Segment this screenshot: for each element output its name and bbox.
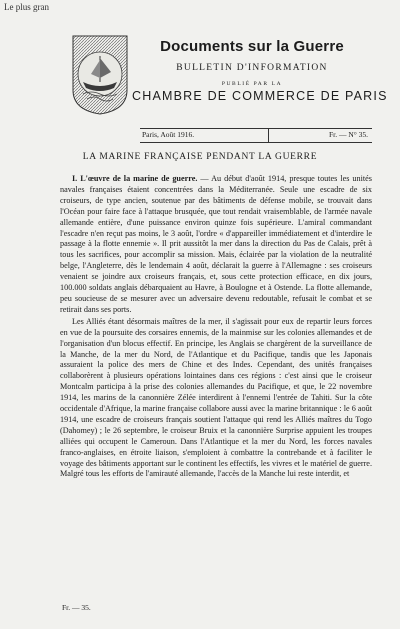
corner-watermark-text: Le plus gran xyxy=(4,2,49,12)
publication-subtitle: BULLETIN D'INFORMATION xyxy=(176,63,328,73)
place-date: Paris, Août 1916. xyxy=(142,130,195,139)
issue-number: Fr. — N° 35. xyxy=(328,130,368,139)
info-divider xyxy=(268,129,269,142)
issue-info-bar xyxy=(140,128,372,143)
article-body xyxy=(60,174,372,480)
paragraph-1-text: — Au début d'août 1914, presque toutes les unités navales françaises étaient concentrées dans la Méditerranée. Seule une escadre de six croiseurs, de type ancien, soutenue par des bâtiments de défense mobile, se trouvait dans l'Océan pour faire face à l'attaque brusquée, que tout rendait vraisemblable, de l'armée navale allemande entière, d'une puissance environ quinze fois supérieure. L'amiral commandant l'escadre n'en reçut pas moins, le 3 août, l'ordre « d'appareiller immédiatement et d'interdire le passage à la flotte ennemie ». Il prit aussitôt la mer dans la direction du Pas de Calais, prêt à tous les sacrifices, pour accomplir sa mission. Mais, éclairée par la violation de la neutralité belge, l'Angleterre, dès le lendemain 4 août, déclarait la guerre à l'Allemagne : ses croiseurs venaient se joindre aux croiseurs français, et, sous cette protection efficace, en dix jours, 100.000 soldats anglais débarquaient au Havre, à Boulogne et à Ostende. La flotte allemande, peu soucieuse de se mesurer avec un adversaire devenu redoutable, refusait le combat et se retirait dans ses ports. xyxy=(60,174,372,314)
paragraph-2: Les Alliés étant désormais maîtres de la mer, il s'agissait pour eux de repartir leurs forces en vue de la poursuite des corsaires ennemis, de la mainmise sur les colonies allemandes et de l'organisation d'un blocus effectif. En principe, les Anglais se chargèrent de la surveillance de la Manche, de la mer du Nord, de l'Atlantique et du Pacifique, tandis que les Japonais assuraient la police des mers de Chine et des Indes. Cependant, des unités françaises collaborèrent à plusieurs opérations lointaines dans ces régions : c'est ainsi que le croiseur Montcalm participa à la prise des colonies allemandes du Pacifique, et que, le 22 novembre 1914, les marins de la canonnière Zélée interdirent à l'ennemi l'entrée de Tahiti. Sur la côte occidentale d'Afrique, la marine française collabore aussi avec la marine britannique : le 6 août 1914, une escadre de croiseurs français soutient l'attaque qui rend les Alliés maîtres du Togo (Dahomey) ; le 26 septembre, le croiseur Bruix et la canonnière Surprise appuient les troupes alliées qui occupent le Cameroun. Dans l'Atlantique et la mer du Nord, les forces navales franco-anglaises, en étroite liaison, s'emploient à combattre la contrebande et à faciliter le voyage des bâtiments apportant sur le continent les effectifs, les vivres et le matériel de guerre. Malgré tous les efforts de l'amirauté allemande, l'accès de la Manche lui reste interdit, et xyxy=(60,316,372,479)
publisher-name: CHAMBRE DE COMMERCE DE PARIS xyxy=(132,89,388,103)
page-folio: Fr. — 35. xyxy=(62,603,91,612)
article-title: LA MARINE FRANÇAISE PENDANT LA GUERRE xyxy=(82,152,318,162)
paragraph-1-heading: I. L'œuvre de la marine de guerre. xyxy=(72,174,198,183)
publication-title: Documents sur la Guerre xyxy=(160,38,344,55)
paragraph-1 xyxy=(60,174,372,316)
ship-emblem-icon xyxy=(69,34,131,116)
masthead xyxy=(132,38,388,103)
publication-byline: PUBLIÉ PAR LA xyxy=(221,81,283,87)
